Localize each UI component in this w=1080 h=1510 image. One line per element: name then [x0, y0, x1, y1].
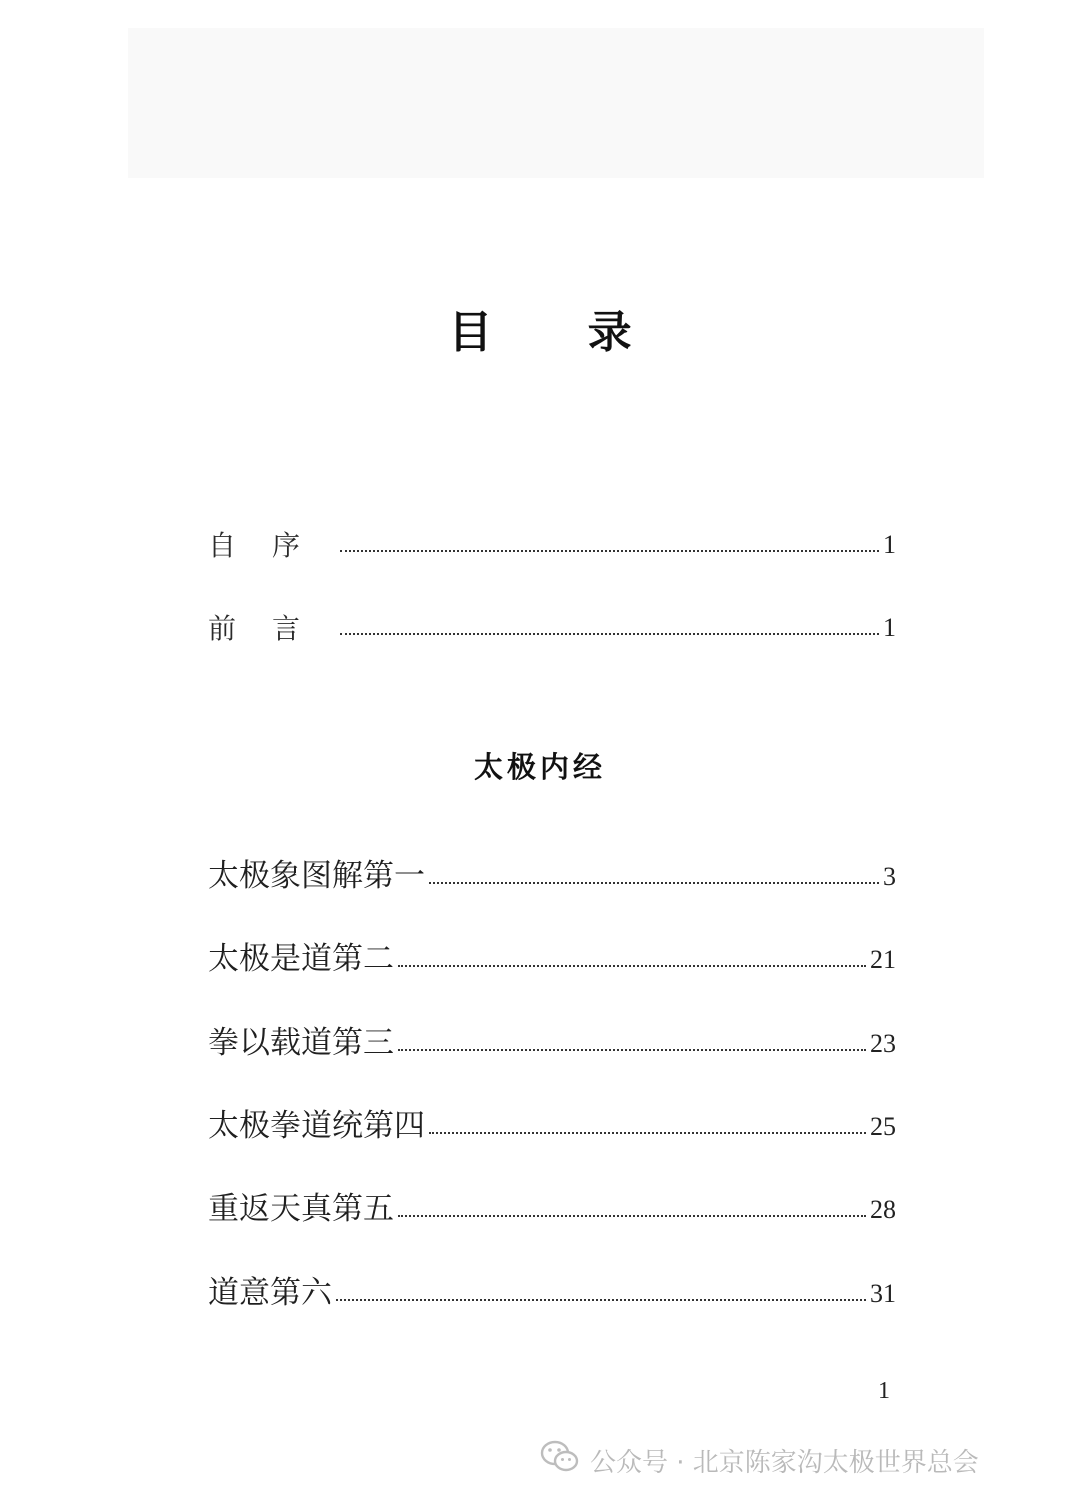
toc-entry-label: 道意第六 — [208, 1275, 332, 1311]
toc-entry-label: 自序 — [208, 529, 337, 562]
dot-leader — [340, 550, 879, 552]
dot-leader — [398, 1049, 866, 1051]
toc-entry[interactable] — [208, 931, 896, 975]
dot-leader — [429, 1132, 866, 1134]
toc-entry-page: 25 — [870, 1112, 896, 1141]
dot-leader — [340, 633, 879, 635]
dot-leader — [429, 882, 879, 884]
toc-entry[interactable] — [208, 1181, 896, 1225]
toc-entry-label: 太极象图解第一 — [208, 858, 425, 894]
toc-entry-page: 28 — [870, 1195, 896, 1224]
toc-entry-page: 21 — [870, 945, 896, 974]
toc-entry-page: 1 — [883, 613, 896, 642]
page-title: 目 录 — [448, 307, 672, 358]
toc-entry[interactable] — [208, 848, 896, 892]
section-heading: 太极内经 — [473, 750, 606, 784]
toc-entry-page: 31 — [870, 1279, 896, 1308]
watermark-text: 公众号 · 北京陈家沟太极世界总会 — [590, 1447, 979, 1478]
toc-entry-label: 前言 — [208, 612, 337, 645]
page-number: 1 — [878, 1378, 890, 1404]
toc-entry[interactable] — [208, 1265, 896, 1309]
toc-entry[interactable] — [208, 1098, 896, 1142]
watermark — [540, 1440, 979, 1480]
toc-entry-page: 3 — [883, 862, 896, 891]
header-band — [128, 28, 984, 178]
toc-entry-label: 太极是道第二 — [208, 941, 394, 977]
dot-leader — [336, 1299, 866, 1301]
toc-entry-label: 重返天真第五 — [208, 1191, 394, 1227]
dot-leader — [398, 965, 866, 967]
toc-entry-page: 23 — [870, 1029, 896, 1058]
toc-entry-foreword[interactable] — [208, 599, 896, 643]
toc-entry-label: 太极拳道统第四 — [208, 1108, 425, 1144]
toc-entry-preface[interactable] — [208, 516, 896, 560]
toc-entry-label: 拳以载道第三 — [208, 1025, 394, 1061]
dot-leader — [398, 1215, 866, 1217]
toc-entry-page: 1 — [883, 530, 896, 559]
toc-entry[interactable] — [208, 1015, 896, 1059]
wechat-icon — [540, 1440, 590, 1481]
